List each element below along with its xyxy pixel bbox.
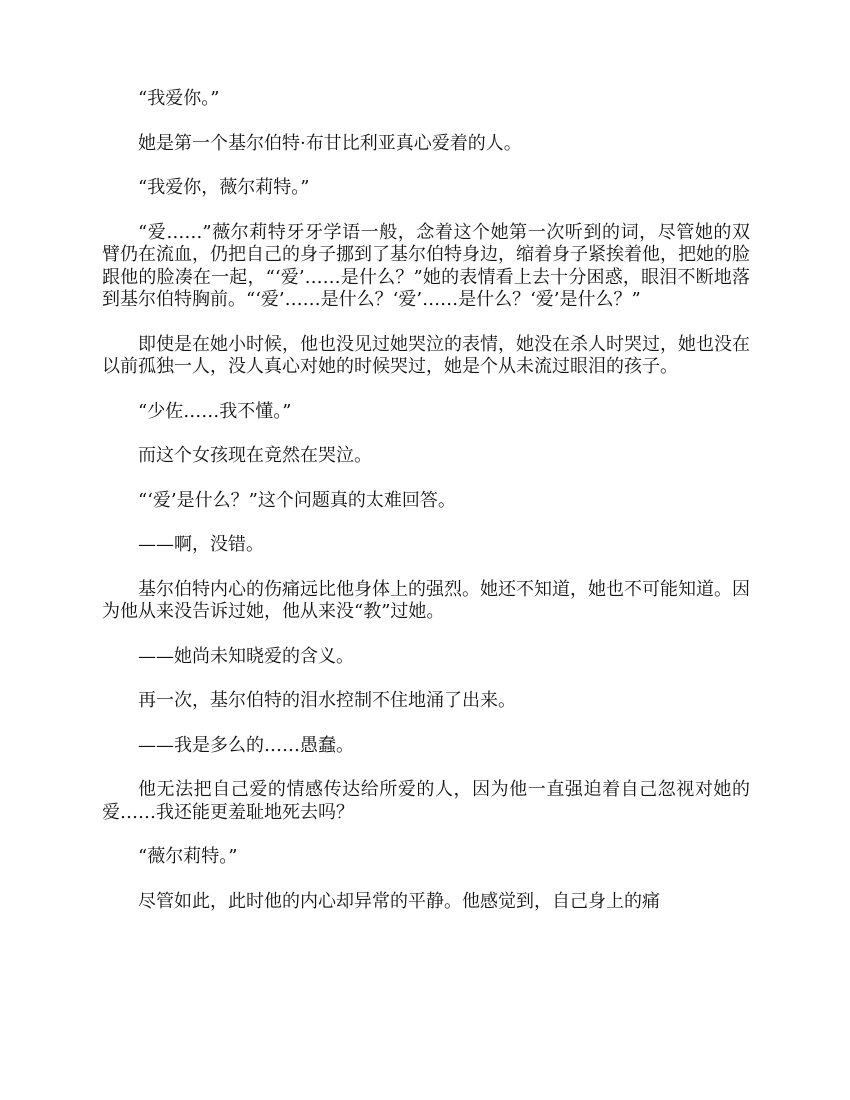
paragraph: 她是第一个基尔伯特·布甘比利亚真心爱着的人。 [138, 132, 522, 154]
paragraph: “少佐……我不懂。” [138, 400, 292, 422]
paragraph: “薇尔莉特。” [138, 846, 238, 867]
paragraph: “爱……”薇尔莉特牙牙学语一般，念着这个她第一次听到的词，尽管她的双臂仍在流血，仍把自己的身子挪到了基尔伯特身边，缩着身子紧挨着他，把她的脸跟他的脸凑在一起，“‘爱’……是什么？”她的表情看上去十分困惑，眼泪不断地落到基尔伯特胸前。“‘爱’……是什么？‘爱’……是什么？‘爱’是什么？” [102, 221, 750, 310]
paragraph: “我爱你，薇尔莉特。” [138, 177, 310, 198]
paragraph: ——啊，没错。 [138, 534, 264, 555]
paragraph: 再一次，基尔伯特的泪水控制不住地涌了出来。 [138, 690, 516, 711]
paragraph: ——她尚未知晓爱的含义。 [138, 645, 354, 667]
paragraph: 而这个女孩现在竟然在哭泣。 [138, 445, 372, 466]
paragraph: “我爱你。” [138, 88, 220, 109]
paragraph: ——我是多么的……愚蠢。 [138, 734, 354, 756]
paragraph: 尽管如此，此时他的内心却异常的平静。他感觉到，自己身上的痛 [138, 890, 660, 912]
paragraph: 即使是在她小时候，他也没见过她哭泣的表情，她没在杀人时哭过，她也没在以前孤独一人，没人真心对她的时候哭过，她是个从未流过眼泪的孩子。 [102, 333, 750, 377]
paragraph: 基尔伯特内心的伤痛远比他身体上的强烈。她还不知道，她也不可能知道。因为他从来没告诉过她，他从来没“教”过她。 [102, 578, 750, 622]
paragraph: 他无法把自己爱的情感传达给所爱的人，因为他一直强迫着自己忽视对她的爱……我还能更羞耻地死去吗？ [102, 779, 750, 823]
paragraph: “‘爱’是什么？”这个问题真的太难回答。 [138, 489, 456, 511]
body-text [102, 88, 750, 935]
